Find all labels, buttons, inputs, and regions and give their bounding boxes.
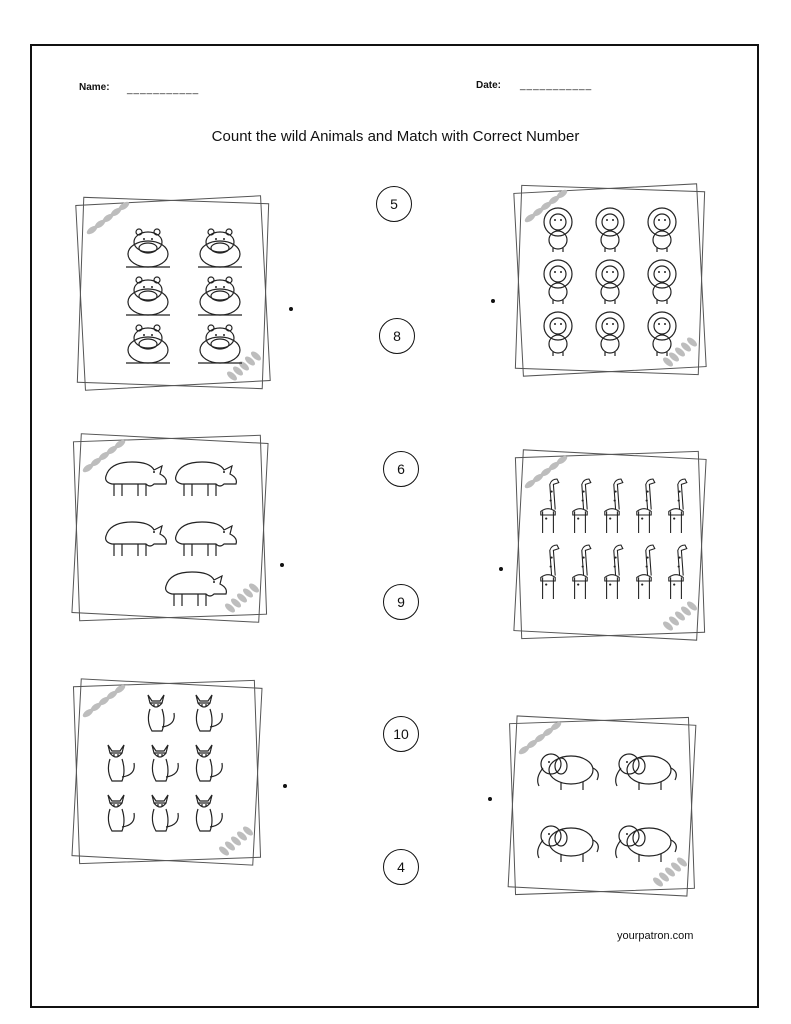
fox-icon — [152, 745, 178, 781]
number-circle-5[interactable]: 5 — [376, 186, 412, 222]
hippo-icon — [126, 229, 170, 267]
lion-icon — [596, 208, 624, 252]
rhino-icon — [106, 522, 167, 556]
hippo-card[interactable] — [80, 200, 266, 386]
fox-card[interactable] — [76, 683, 258, 861]
elephant-icon — [616, 826, 677, 862]
lion-icon — [544, 260, 572, 304]
date-field[interactable]: ___________ — [520, 80, 593, 91]
rhino-icon — [176, 462, 237, 496]
lion-icon — [648, 260, 676, 304]
leaf-decoration-icon — [523, 454, 698, 632]
number-circle-6[interactable]: 6 — [383, 451, 419, 487]
giraffe-icon — [669, 479, 687, 533]
lion-card[interactable] — [518, 188, 702, 372]
giraffe-icon — [669, 545, 687, 599]
giraffe-icon — [573, 479, 591, 533]
rhino-icon — [176, 522, 237, 556]
hippo-icon — [126, 325, 170, 363]
lion-icon — [596, 312, 624, 356]
lion-icon — [648, 208, 676, 252]
fox-icon — [196, 795, 222, 831]
hippo-illustrations — [80, 200, 266, 386]
number-circle-9[interactable]: 9 — [383, 584, 419, 620]
giraffe-icon — [637, 545, 655, 599]
fox-icon — [196, 695, 222, 731]
elephant-icon — [538, 826, 599, 862]
giraffe-illustrations — [518, 454, 702, 636]
hippo-icon — [126, 277, 170, 315]
lion-icon — [648, 312, 676, 356]
hippo-icon — [198, 325, 242, 363]
lion-icon — [596, 260, 624, 304]
elephant-card[interactable] — [512, 720, 692, 892]
match-dot-fox[interactable] — [283, 784, 287, 788]
name-label: Name: — [79, 82, 110, 93]
rhino-icon — [166, 572, 227, 606]
fox-icon — [108, 745, 134, 781]
giraffe-icon — [541, 479, 559, 533]
giraffe-icon — [541, 545, 559, 599]
number-circle-10[interactable]: 10 — [383, 716, 419, 752]
leaf-decoration-icon — [85, 200, 262, 382]
lion-icon — [544, 208, 572, 252]
match-dot-elephant[interactable] — [488, 797, 492, 801]
number-circle-8[interactable]: 8 — [379, 318, 415, 354]
lion-illustrations — [518, 188, 702, 372]
name-field[interactable]: ___________ — [127, 84, 200, 95]
fox-illustrations — [76, 683, 258, 861]
number-circle-4[interactable]: 4 — [383, 849, 419, 885]
giraffe-icon — [605, 545, 623, 599]
hippo-icon — [198, 229, 242, 267]
footer-website: yourpatron.com — [617, 930, 694, 942]
hippo-icon — [198, 277, 242, 315]
match-dot-rhino[interactable] — [280, 563, 284, 567]
rhino-icon — [106, 462, 167, 496]
elephant-icon — [538, 754, 599, 790]
worksheet-title: Count the wild Animals and Match with Correct Number — [211, 128, 580, 145]
rhino-illustrations — [76, 438, 264, 618]
lion-icon — [544, 312, 572, 356]
giraffe-icon — [605, 479, 623, 533]
match-dot-hippo[interactable] — [289, 307, 293, 311]
fox-icon — [108, 795, 134, 831]
fox-icon — [148, 695, 174, 731]
giraffe-icon — [573, 545, 591, 599]
fox-icon — [152, 795, 178, 831]
leaf-decoration-icon — [81, 438, 260, 614]
elephant-illustrations — [512, 720, 692, 892]
giraffe-card[interactable] — [518, 454, 702, 636]
leaf-decoration-icon — [517, 720, 688, 888]
match-dot-lion[interactable] — [491, 299, 495, 303]
match-dot-giraffe[interactable] — [499, 567, 503, 571]
fox-icon — [196, 745, 222, 781]
rhino-card[interactable] — [76, 438, 264, 618]
elephant-icon — [616, 754, 677, 790]
giraffe-icon — [637, 479, 655, 533]
date-label: Date: — [476, 80, 502, 91]
